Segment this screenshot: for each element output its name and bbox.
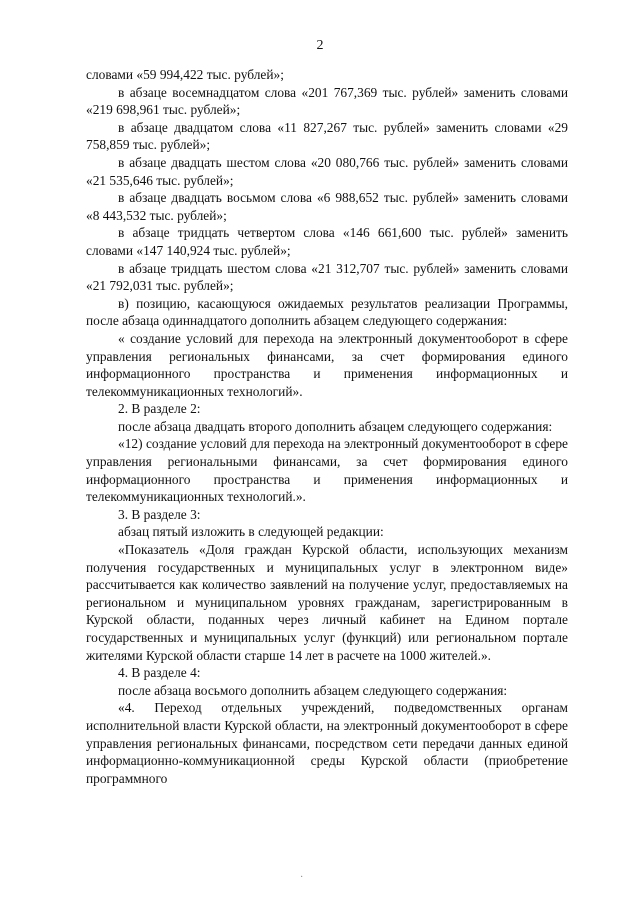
paragraph: в абзаце восемнадцатом слова «201 767,369 тыс. рублей» заменить словами «219 698,961 тыс. рублей»; (86, 84, 568, 118)
paragraph: «12) создание условий для перехода на электронный документооборот в сфере управления региональными финансами, за счет формирования единого информационного пространства и применения информационных и телекоммуникационных технологий.». (86, 436, 568, 505)
paragraph: в абзаце двадцать восьмом слова «6 988,652 тыс. рублей» заменить словами «8 443,532 тыс. рублей»; (86, 190, 568, 223)
paragraph: 3. В разделе 3: (118, 506, 201, 522)
paragraph: «Показатель «Доля граждан Курской области, использующих механизм получения государственных и муниципальных услуг в электронном виде» рассчитывается как количество заявлений на получение услуг, предоставляемых на региональном и муниципальном уровнях гражданам, зарегистрированным в Курской области, поданных через личный кабинет на Едином портале государственных и муниципальных услуг (функций) или региональном портале жителями Курской области старше 14 лет в расчете на 1000 жителей.». (86, 542, 568, 663)
page-number: 2 (316, 38, 324, 53)
paragraph: словами «59 994,422 тыс. рублей»; (86, 67, 284, 82)
paragraph: 2. В разделе 2: (118, 401, 201, 417)
paragraph: после абзаца двадцать второго дополнить абзацем следующего содержания: (118, 418, 553, 434)
paragraph: в абзаце тридцать шестом слова «21 312,707 тыс. рублей» заменить словами «21 792,031 тыс. рублей»; (86, 260, 568, 294)
scan-mark: · (300, 872, 304, 883)
paragraph: в абзаце двадцатом слова «11 827,267 тыс. рублей» заменить словами «29 758,859 тыс. рублей»; (86, 119, 568, 153)
paragraph: «4. Переход отдельных учреждений, подведомственных органам исполнительной власти Курской области, на электронный документооборот в сфере управления региональных финансами, посредством сети передачи данных единой информационно-коммуникационной среды Курской области (приобретение программного (86, 700, 568, 786)
paragraph: в абзаце двадцать шестом слова «20 080,766 тыс. рублей» заменить словами «21 535,646 тыс. рублей»; (86, 154, 568, 188)
paragraph: в) позицию, касающуюся ожидаемых результатов реализации Программы, после абзаца одиннадцатого дополнить абзацем следующего содержания: (86, 295, 568, 329)
paragraph: в абзаце тридцать четвертом слова «146 661,600 тыс. рублей» заменить словами «147 140,924 тыс. рублей»; (86, 225, 568, 258)
paragraph: 4. В разделе 4: (118, 665, 201, 681)
paragraph: « создание условий для перехода на электронный документооборот в сфере управления региональных финансами, за счет формирования единого информационного пространства и применения информационных и телекоммуникационных технологий». (86, 330, 568, 399)
paragraph: после абзаца восьмого дополнить абзацем следующего содержания: (118, 682, 508, 698)
paragraph: абзац пятый изложить в следующей редакции: (118, 524, 384, 540)
document-body (86, 66, 568, 787)
